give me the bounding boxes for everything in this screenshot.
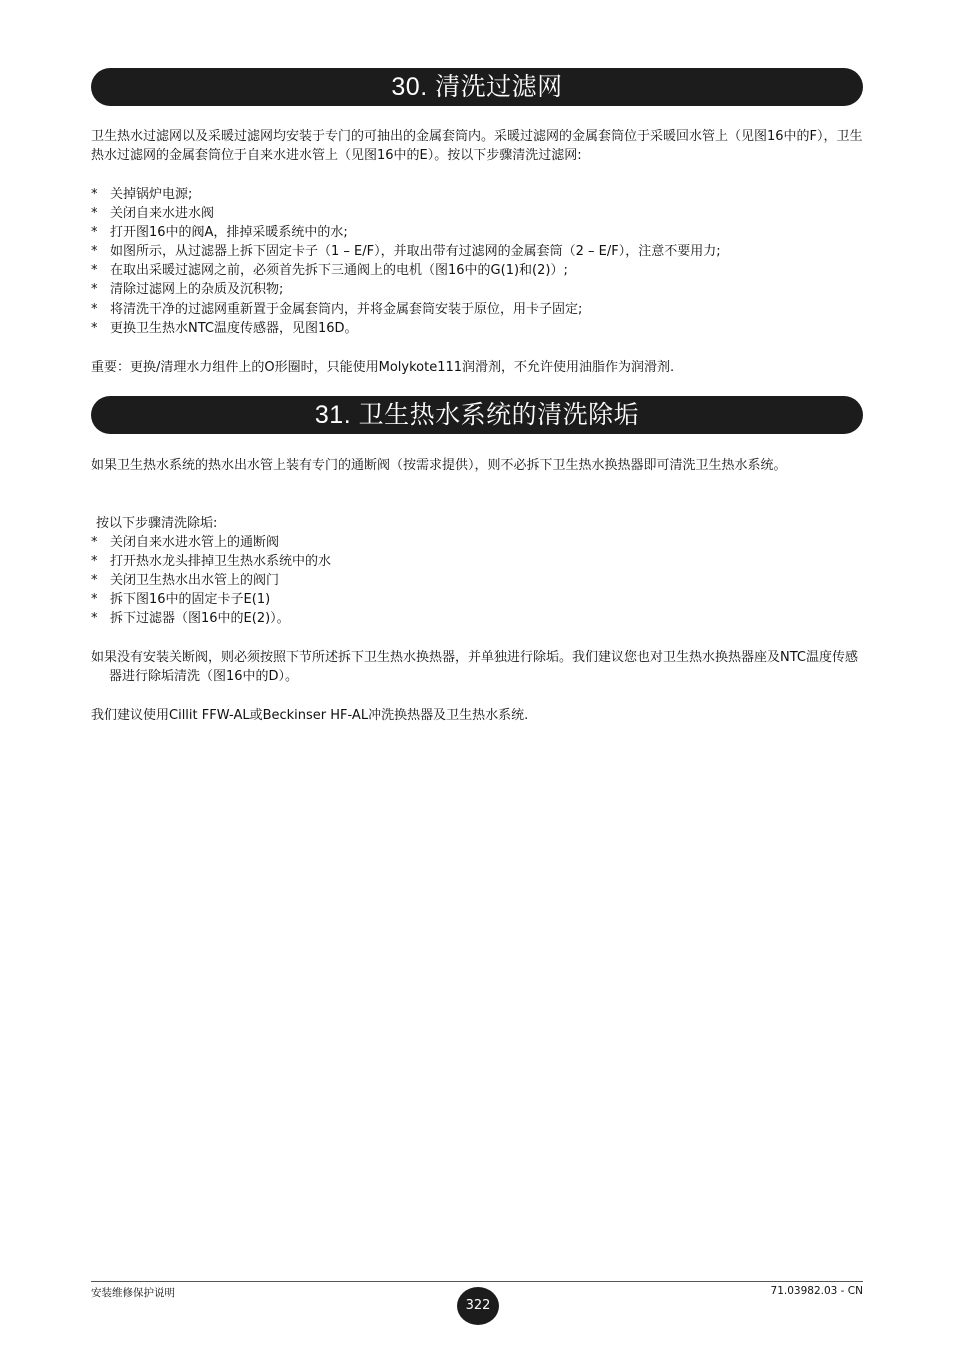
list-item: * 关闭自来水进水管上的通断阀 — [91, 533, 865, 552]
section-31-title: 31. 卫生热水系统的清洗除垢 — [91, 396, 863, 434]
page-number-badge: 322 — [457, 1287, 499, 1325]
list-item: * 拆下图16中的固定卡子E(1) — [91, 590, 865, 609]
bullet-marker: * — [91, 225, 98, 241]
section-31-steps-heading: 按以下步骤清洗除垢: — [96, 516, 218, 531]
section-30-important-note: 重要：更换/清理水力组件上的O形圈时，只能使用Molykote111润滑剂，不允许使用油脂作为润滑剂. — [91, 360, 675, 375]
bullet-marker: * — [91, 244, 98, 260]
bullet-marker: * — [91, 554, 98, 570]
footer-divider — [91, 1281, 863, 1282]
list-item: * 更换卫生热水NTC温度传感器，见图16D。 — [91, 319, 865, 338]
bullet-marker: * — [91, 611, 98, 627]
bullet-marker: * — [91, 320, 98, 336]
list-item: * 清除过滤网上的杂质及沉积物; — [91, 280, 865, 299]
list-item: * 打开图16中的阀A，排掉采暖系统中的水; — [91, 223, 865, 242]
list-item: * 拆下过滤器（图16中的E(2)）。 — [91, 609, 865, 628]
section-30-intro: 卫生热水过滤网以及采暖过滤网均安装于专门的可抽出的金属套筒内。采暖过滤网的金属套筒位于采暖回水管上（见图16中的F），卫生热水过滤网的金属套筒位于自来水进水管上（见图16中的E）。按以下步骤清洗过滤网: — [91, 129, 863, 163]
list-item: * 将清洗干净的过滤网重新置于金属套筒内，并将金属套筒安装于原位，用卡子固定; — [91, 300, 865, 319]
section-31-recommendation: 我们建议使用Cillit FFW-AL或Beckinser HF-AL冲洗换热器及卫生热水系统. — [91, 708, 529, 723]
footer-document-code: 71.03982.03 - CN — [770, 1285, 863, 1297]
section-31-intro: 如果卫生热水系统的热水出水管上装有专门的通断阀（按需求提供），则不必拆下卫生热水换热器即可清洗卫生热水系统。 — [91, 458, 787, 473]
list-item: * 关掉锅炉电源; — [91, 185, 865, 204]
bullet-marker: * — [91, 282, 98, 298]
list-item: * 关闭卫生热水出水管上的阀门 — [91, 571, 865, 590]
bullet-marker: * — [91, 592, 98, 608]
list-item: * 如图所示，从过滤器上拆下固定卡子（1 – E/F），并取出带有过滤网的金属套筒（2 – E/F），注意不要用力; — [91, 242, 865, 261]
section-30-title: 30. 清洗过滤网 — [91, 68, 863, 106]
bullet-marker: * — [91, 535, 98, 550]
bullet-marker: * — [91, 301, 98, 317]
bullet-marker: * — [91, 187, 98, 202]
list-item: * 关闭自来水进水阀 — [91, 204, 865, 223]
footer-document-title: 安装维修保护说明 — [91, 1287, 175, 1299]
section-31-steps — [91, 533, 865, 628]
list-item: * 打开热水龙头排掉卫生热水系统中的水 — [91, 552, 865, 571]
section-30-steps — [91, 185, 865, 338]
list-item: * 在取出采暖过滤网之前，必须首先拆下三通阀上的电机（图16中的G(1)和(2)）; — [91, 261, 865, 280]
bullet-marker: * — [91, 263, 98, 279]
bullet-marker: * — [91, 573, 98, 589]
bullet-marker: * — [91, 206, 98, 222]
section-31-no-valve-note: 如果没有安装关断阀，则必须按照下节所述拆下卫生热水换热器，并单独进行除垢。我们建议您也对卫生热水换热器座及NTC温度传感器进行除垢清洗（图16中的D）。 — [91, 650, 858, 684]
